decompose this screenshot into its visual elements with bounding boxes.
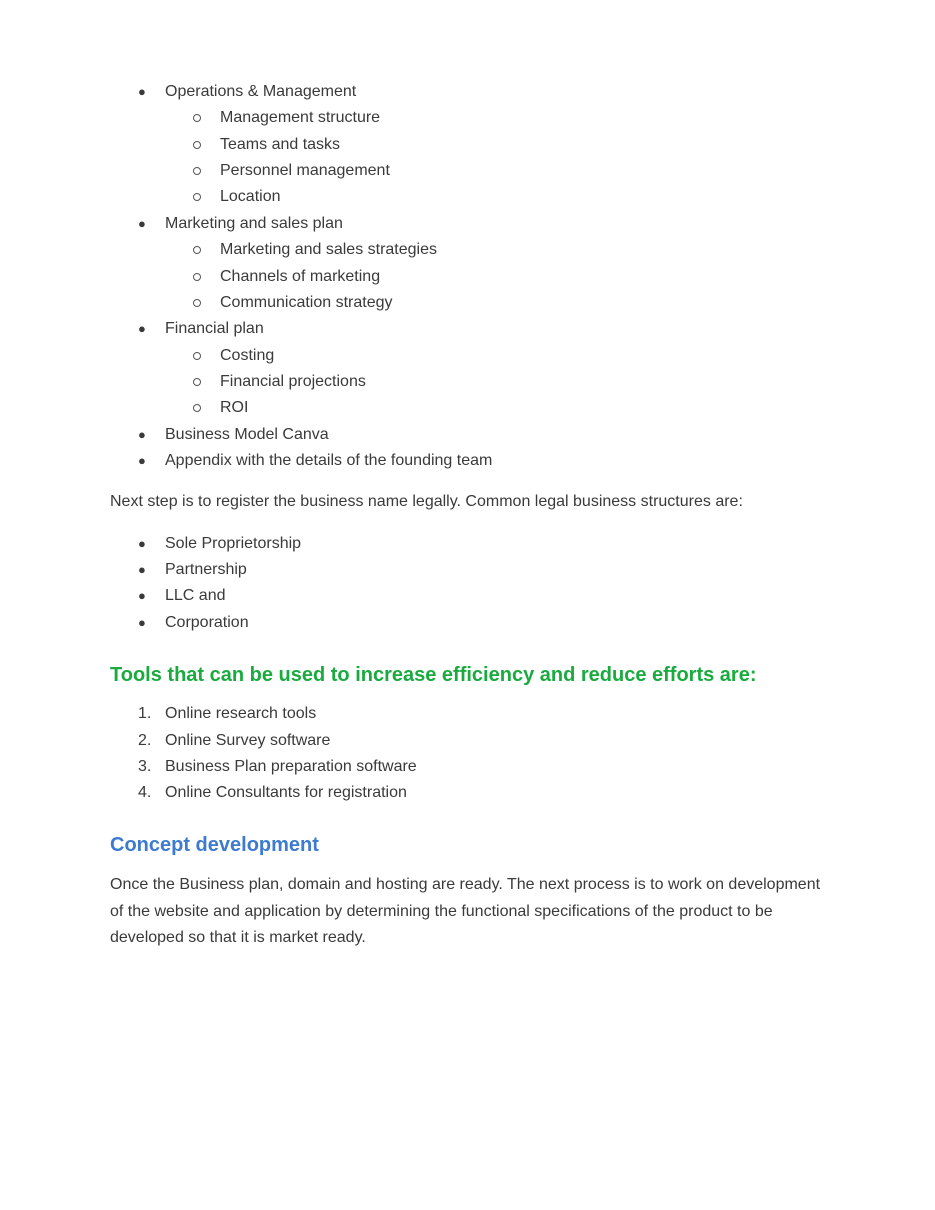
list-item	[0, 293, 935, 313]
hollow-bullet-icon	[193, 273, 201, 281]
list-item-label: Location	[220, 188, 281, 205]
list-item	[0, 135, 935, 155]
list-item-label: Online Survey software	[165, 732, 331, 749]
list-item-label: Appendix with the details of the founding team	[165, 452, 493, 469]
list-item	[0, 534, 935, 554]
numbered-list-item	[0, 704, 935, 724]
list-item-label: Personnel management	[220, 162, 390, 179]
list-item-label: Costing	[220, 347, 275, 364]
list-number: 2.	[138, 732, 152, 749]
list-item-label: Online Consultants for registration	[165, 784, 407, 801]
list-item-label: Sole Proprietorship	[165, 535, 302, 552]
bullet-icon: ●	[138, 216, 146, 231]
list-item	[0, 560, 935, 580]
list-item	[0, 82, 935, 102]
list-number: 1.	[138, 705, 152, 722]
bullet-icon: ●	[138, 562, 146, 577]
list-item	[0, 161, 935, 181]
list-item	[0, 108, 935, 128]
list-item-label: Management structure	[220, 109, 381, 126]
list-item-label: Communication strategy	[220, 294, 393, 311]
bullet-icon: ●	[138, 615, 146, 630]
list-item	[0, 586, 935, 606]
list-item-label: Financial plan	[165, 320, 264, 337]
hollow-bullet-icon	[193, 299, 201, 307]
list-item-label: Business Plan preparation software	[165, 758, 417, 775]
list-item-label: Channels of marketing	[220, 268, 381, 285]
list-item-label: Teams and tasks	[220, 136, 341, 153]
bullet-icon: ●	[138, 427, 146, 442]
list-item-label: Financial projections	[220, 373, 366, 390]
list-item	[0, 214, 935, 234]
list-item	[0, 613, 935, 633]
list-number: 4.	[138, 784, 152, 801]
list-item-label: LLC and	[165, 587, 226, 604]
numbered-list-item	[0, 783, 935, 803]
list-item	[0, 372, 935, 392]
list-item-label: Operations & Management	[165, 83, 357, 100]
numbered-list-item	[0, 757, 935, 777]
list-item-label: Partnership	[165, 561, 247, 578]
hollow-bullet-icon	[193, 404, 201, 412]
list-item	[0, 187, 935, 207]
hollow-bullet-icon	[193, 193, 201, 201]
list-item-label: Online research tools	[165, 705, 317, 722]
list-item-label: Marketing and sales plan	[165, 215, 343, 232]
hollow-bullet-icon	[193, 114, 201, 122]
list-item-label: ROI	[220, 399, 249, 416]
concept-heading: Concept development	[110, 834, 319, 856]
list-number: 3.	[138, 758, 152, 775]
hollow-bullet-icon	[193, 141, 201, 149]
bullet-icon: ●	[138, 453, 146, 468]
list-item-label: Marketing and sales strategies	[220, 241, 437, 258]
list-item-label: Corporation	[165, 614, 249, 631]
list-item	[0, 425, 935, 445]
registration-paragraph: Next step is to register the business name legally. Common legal business structures are:	[110, 493, 743, 510]
numbered-list-item	[0, 731, 935, 751]
list-item	[0, 240, 935, 260]
bullet-icon: ●	[138, 321, 146, 336]
bullet-icon: ●	[138, 536, 146, 551]
list-item	[0, 451, 935, 471]
list-item	[0, 267, 935, 287]
tools-heading: Tools that can be used to increase efficiency and reduce efforts are:	[110, 664, 757, 686]
hollow-bullet-icon	[193, 378, 201, 386]
hollow-bullet-icon	[193, 167, 201, 175]
list-item	[0, 346, 935, 366]
bullet-icon: ●	[138, 84, 146, 99]
bullet-icon: ●	[138, 588, 146, 603]
list-item-label: Business Model Canva	[165, 426, 329, 443]
list-item	[0, 319, 935, 339]
concept-paragraph: Once the Business plan, domain and hosting are ready. The next process is to work on development of the website and application by determining the functional specifications of the product to be developed so that it is market ready.	[110, 876, 821, 946]
list-item	[0, 398, 935, 418]
hollow-bullet-icon	[193, 352, 201, 360]
hollow-bullet-icon	[193, 246, 201, 254]
